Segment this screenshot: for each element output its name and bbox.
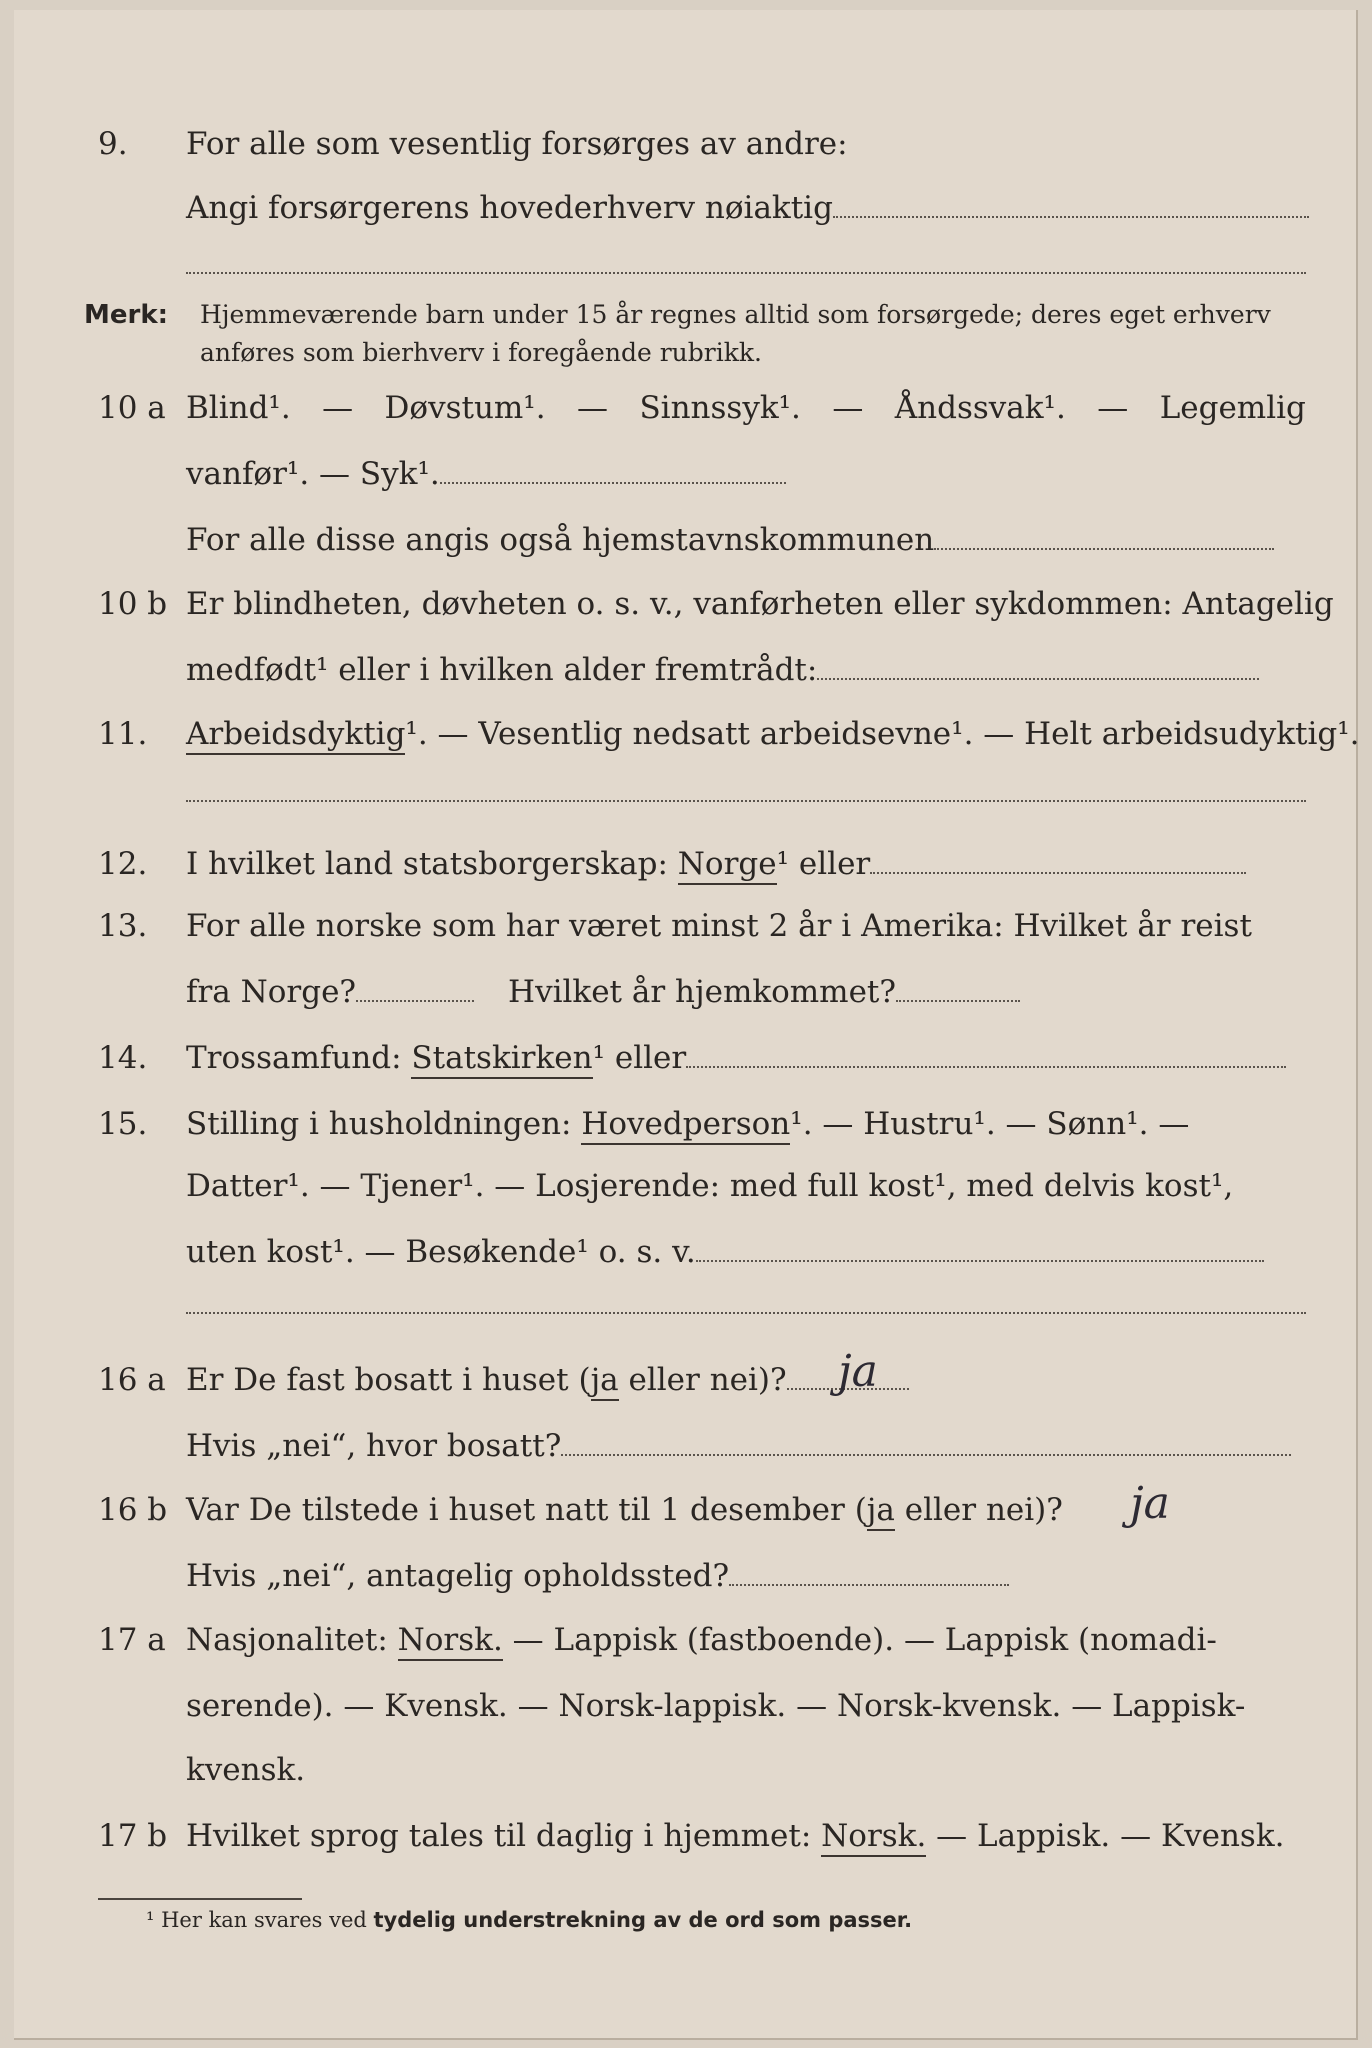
question-text: For alle norske som har været minst 2 år i Amerika: Hvilket år reist <box>186 908 1252 944</box>
question-number: 16 b <box>98 1492 168 1528</box>
question-text-part: Trossamfund: <box>186 1040 402 1076</box>
question-text-part: Nasjonalitet: <box>186 1622 388 1658</box>
question-number: 10 b <box>98 586 168 622</box>
question-number: 15. <box>98 1106 148 1142</box>
footnote-rule <box>98 1898 302 1900</box>
underlined-answer: Statskirken <box>411 1040 592 1079</box>
question-text-part: ¹ eller <box>776 846 871 882</box>
question-text <box>186 646 1259 694</box>
question-text-part: ¹ eller <box>592 1040 687 1076</box>
question-text <box>186 450 786 498</box>
merk-label: Merk: <box>84 300 169 330</box>
question-text: Er blindheten, døvheten o. s. v., vanførheten eller sykdommen: Antagelig <box>186 586 1334 622</box>
separator: — <box>322 390 354 426</box>
answer-line[interactable] <box>896 999 1020 1002</box>
underlined-answer: Hovedperson <box>581 1106 790 1145</box>
question-text-part: fra Norge? <box>186 974 357 1010</box>
footnote-text: Her kan svares ved <box>161 1908 367 1932</box>
answer-line[interactable] <box>356 999 474 1002</box>
question-number: 12. <box>98 846 148 882</box>
question-number: 9. <box>98 126 128 162</box>
question-text <box>186 710 1360 758</box>
question-text-part: Er De fast bosatt i huset ( <box>186 1362 591 1398</box>
question-text <box>186 1034 1286 1082</box>
question-text <box>186 1100 1189 1148</box>
merk-text: anføres som bierhverv i foregående rubrikk. <box>200 338 762 367</box>
handwritten-answer: ja <box>1130 1478 1170 1529</box>
option-text: Sinnssyk¹. <box>639 390 801 426</box>
question-text-part: eller nei)? <box>894 1492 1063 1528</box>
underlined-answer: ja <box>867 1492 895 1531</box>
question-text-part: eller nei)? <box>618 1362 787 1398</box>
question-number: 11. <box>98 716 148 752</box>
question-text-part: Hvis „nei“, hvor bosatt? <box>186 1428 562 1464</box>
option-text: Døvstum¹. <box>384 390 546 426</box>
question-text <box>186 1812 1284 1860</box>
answer-line[interactable] <box>186 800 1306 802</box>
option-text: Legemlig <box>1159 390 1306 426</box>
answer-line[interactable] <box>686 1065 1286 1068</box>
option-text: Åndssvak¹. <box>894 390 1066 426</box>
question-number: 10 a <box>98 390 166 426</box>
question-text-part: ¹. — Hustru¹. — Sønn¹. — <box>790 1106 1190 1142</box>
question-text-part: Var De tilstede i huset natt til 1 desember ( <box>186 1492 867 1528</box>
answer-line[interactable] <box>729 1583 1009 1586</box>
question-text: For alle som vesentlig forsørges av andre: <box>186 126 848 162</box>
question-text-part: I hvilket land statsborgerskap: <box>186 846 668 882</box>
answer-line[interactable] <box>934 547 1274 550</box>
answer-line[interactable] <box>696 1259 1264 1262</box>
question-text: Datter¹. — Tjener¹. — Losjerende: med full kost¹, med delvis kost¹, <box>186 1168 1234 1204</box>
question-number: 17 a <box>98 1622 166 1658</box>
option-text: Blind¹. <box>186 390 291 426</box>
separator: — <box>577 390 609 426</box>
question-text-part: Angi forsørgerens hovederhverv nøiaktig <box>186 190 833 226</box>
underlined-answer: Norsk. <box>821 1818 926 1857</box>
answer-line[interactable] <box>186 272 1306 274</box>
question-text-part: Stilling i husholdningen: <box>186 1106 572 1142</box>
question-text-part: ¹. — Vesentlig nedsatt arbeidsevne¹. — Helt arbeidsudyktig¹. <box>405 716 1360 752</box>
question-text-part: vanfør¹. — Syk¹. <box>186 456 440 492</box>
question-text <box>186 1552 1009 1600</box>
question-text-part: Hvilket år hjemkommet? <box>508 974 897 1010</box>
answer-line[interactable] <box>870 871 1246 874</box>
question-text-part: Hvilket sprog tales til daglig i hjemmet: <box>186 1818 812 1854</box>
question-text <box>186 1356 909 1404</box>
merk-text: Hjemmeværende barn under 15 år regnes alltid som forsørgede; deres eget erhverv <box>200 300 1271 329</box>
underlined-answer: Norsk. <box>398 1622 503 1661</box>
question-text-part: medfødt¹ eller i hvilken alder fremtrådt: <box>186 652 818 688</box>
answer-line[interactable] <box>440 481 786 484</box>
answer-line[interactable] <box>561 1453 1291 1456</box>
footnote-bold-text: tydelig understrekning av de ord som passer. <box>373 1908 913 1932</box>
question-text-part: — Lappisk (fastboende). — Lappisk (nomadi- <box>502 1622 1217 1658</box>
question-text-part: — Lappisk. — Kvensk. <box>926 1818 1285 1854</box>
question-text <box>186 1486 1063 1534</box>
answer-line[interactable] <box>833 215 1309 218</box>
separator: — <box>1097 390 1129 426</box>
handwritten-answer: ja <box>838 1346 878 1397</box>
question-number: 14. <box>98 1040 148 1076</box>
question-text: kvensk. <box>186 1752 306 1788</box>
question-text-part: Hvis „nei“, antagelig opholdssted? <box>186 1558 730 1594</box>
question-text-part: For alle disse angis også hjemstavnskommunen <box>186 522 935 558</box>
question-text <box>186 516 1274 564</box>
census-form-page <box>14 10 1358 2040</box>
footnote-mark: ¹ <box>146 1908 155 1932</box>
question-text-part: uten kost¹. — Besøkende¹ o. s. v. <box>186 1234 696 1270</box>
question-text: serende). — Kvensk. — Norsk-lappisk. — Norsk-kvensk. — Lappisk- <box>186 1688 1246 1724</box>
question-text <box>186 384 1306 432</box>
question-text <box>186 1422 1291 1470</box>
question-text <box>186 184 1309 232</box>
underlined-answer: ja <box>591 1362 619 1401</box>
answer-line[interactable] <box>817 677 1259 680</box>
question-text <box>186 1228 1264 1276</box>
question-number: 16 a <box>98 1362 166 1398</box>
question-text <box>186 1616 1217 1664</box>
answer-line[interactable] <box>186 1312 1306 1314</box>
separator: — <box>832 390 864 426</box>
footnote <box>146 1908 912 1932</box>
question-number: 17 b <box>98 1818 168 1854</box>
question-text <box>186 968 1020 1016</box>
question-number: 13. <box>98 908 148 944</box>
underlined-answer: Norge <box>678 846 777 885</box>
underlined-answer: Arbeidsdyktig <box>186 716 405 755</box>
question-text <box>186 840 1246 888</box>
